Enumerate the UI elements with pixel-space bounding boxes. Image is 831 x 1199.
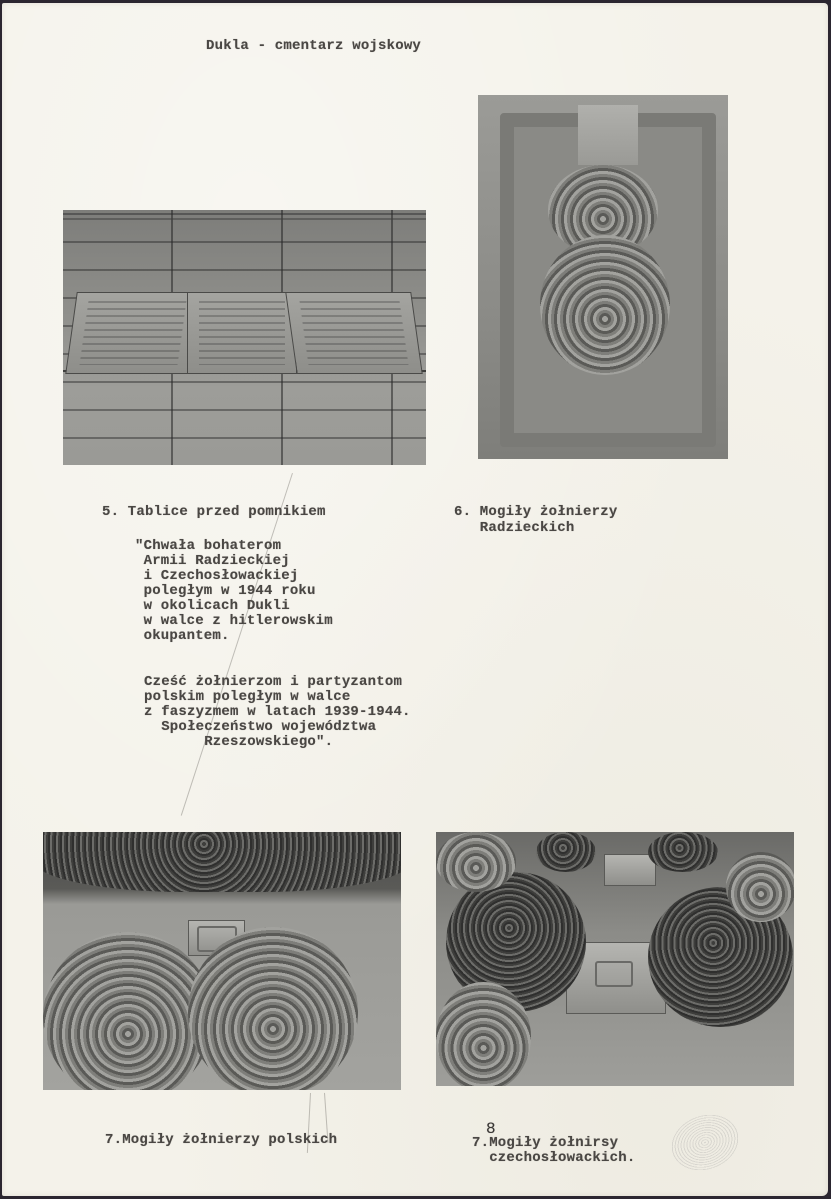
caption-photo-8-line1: 7.Mogiły żołnirsy <box>472 1135 619 1151</box>
caption-photo-6-line2: Radzieckich <box>454 520 575 536</box>
photo-soviet-soldiers-grave <box>478 95 728 459</box>
grave-stone-far <box>604 854 656 886</box>
inscription-line: "Chwała bohaterom <box>135 538 282 554</box>
page-header: Dukla - cmentarz wojskowy <box>206 38 422 54</box>
boxwood-bush <box>536 832 596 872</box>
slab-joint <box>63 218 426 220</box>
inscription-line: Rzeszowskiego". <box>144 734 334 750</box>
photo-polish-soldiers-graves <box>43 832 401 1090</box>
inscription-line: w okolicach Dukli <box>135 598 290 614</box>
inscription-line: poległym w 1944 roku <box>135 583 316 599</box>
inscription-slab-right <box>285 292 423 374</box>
hedge <box>43 832 401 892</box>
inscription-slab-left <box>65 292 201 374</box>
caption-photo-5: 5. Tablice przed pomnikiem <box>102 504 326 520</box>
inscription-line: Społeczeństwo województwa <box>144 719 377 735</box>
inscription-line: w walce z hitlerowskim <box>135 613 333 629</box>
photo-memorial-slabs <box>63 210 426 465</box>
hosta-plant <box>436 832 516 892</box>
document-page <box>2 3 828 1196</box>
inscription-line: Armii Radzieckiej <box>135 553 290 569</box>
inscription-line: z faszyzmem w latach 1939-1944. <box>144 704 411 720</box>
inscription-line: okupantem. <box>135 628 230 644</box>
hosta-plant <box>188 927 358 1090</box>
inscription-line: polskim poległym w walce <box>144 689 351 705</box>
hosta-plant <box>436 982 531 1086</box>
inscription-line: i Czechosłowackiej <box>135 568 299 584</box>
inscription-line: Cześć żołnierzom i partyzantom <box>144 674 403 690</box>
boxwood-bush <box>648 832 718 872</box>
hosta-plant <box>726 852 794 922</box>
inscription-slab-center <box>187 292 297 374</box>
emblem <box>595 961 633 987</box>
headstone <box>578 105 638 165</box>
caption-photo-7: 7.Mogiły żołnierzy polskich <box>105 1132 338 1148</box>
handwritten-correction: 8 <box>486 1120 496 1138</box>
hosta-plant <box>540 235 670 375</box>
caption-photo-8-line2: czechosłowackich. <box>472 1150 636 1166</box>
photo-czechoslovak-soldiers-graves <box>436 832 794 1086</box>
fingerprint-smudge <box>663 1105 748 1181</box>
paper-crease <box>181 473 293 816</box>
caption-photo-6-line1: 6. Mogiły żołnierzy <box>454 504 618 520</box>
